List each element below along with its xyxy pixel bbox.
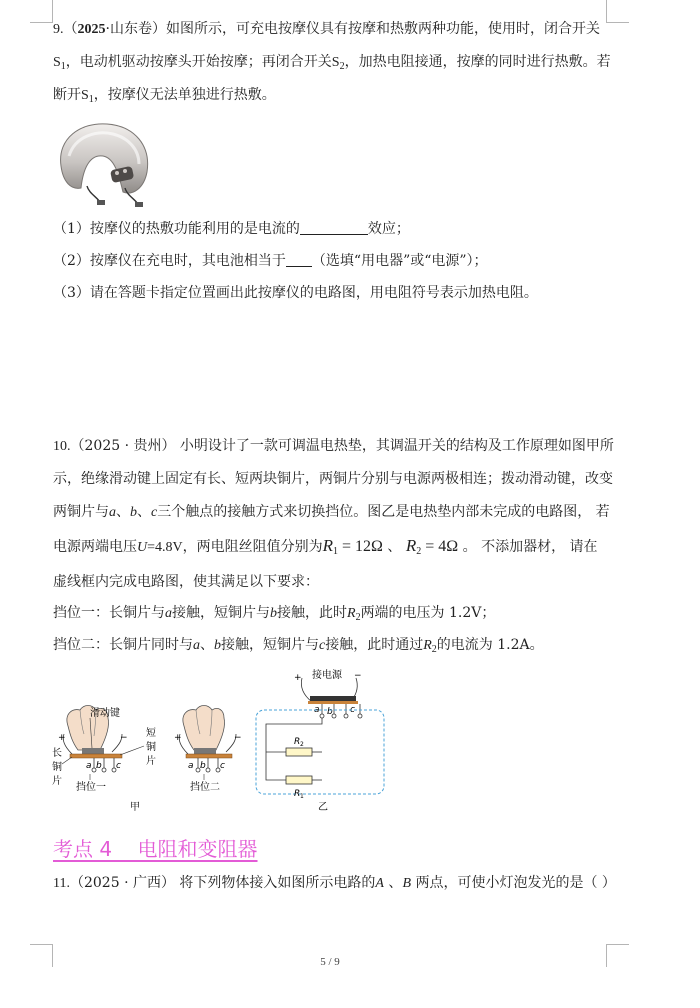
q10-line-5: 虚线框内完成电路图，使其满足以下要求： bbox=[53, 574, 319, 590]
svg-text:片: 片 bbox=[52, 776, 62, 787]
svg-text:+: + bbox=[294, 673, 302, 683]
svg-text:长: 长 bbox=[52, 748, 62, 759]
svg-text:a: a bbox=[86, 761, 92, 771]
q9-line-2: $S_1$，电动机驱动按摩头开始按摩；再闭合开关$S_2$，加热电阻接通，按摩的同时进行热敷。若 bbox=[53, 54, 611, 72]
svg-text:1: 1 bbox=[300, 793, 304, 800]
svg-text:−: − bbox=[354, 671, 362, 681]
gear1-minus-label: − bbox=[120, 733, 128, 743]
svg-text:R: R bbox=[294, 789, 301, 799]
svg-text:短: 短 bbox=[146, 728, 156, 739]
gear-1-diagram bbox=[52, 706, 156, 794]
figure-yi-label: 乙 bbox=[318, 802, 328, 813]
gear-2-diagram bbox=[174, 706, 242, 794]
q9-sub-3: （3）请在答题卡指定位置画出此按摩仪的电路图，用电阻符号表示加热电阻。 bbox=[53, 285, 538, 301]
svg-text:−: − bbox=[234, 733, 242, 743]
svg-text:b: b bbox=[96, 761, 102, 771]
figure-yi-circuit bbox=[256, 668, 384, 800]
q10-line-2: 示，绝缘滑动键上固定有长、短两块铜片，两铜片分别与电源两极相连；拨动滑动键，改变 bbox=[53, 471, 613, 487]
q11-line-1: 11.（2025 · 广西） 将下列物体接入如图所示电路的A 、B 两点，可使小灯泡发光的是（ ） bbox=[53, 875, 616, 891]
svg-text:c: c bbox=[350, 705, 355, 715]
svg-text:片: 片 bbox=[146, 756, 156, 767]
svg-text:2: 2 bbox=[300, 741, 304, 748]
q10-line-3: 两铜片与a、b、c三个触点的接触方式来切换挡位。图乙是电热垫内部未完成的电路图， 若 bbox=[53, 504, 610, 520]
q9-sub-2: （2）按摩仪在充电时，其电池相当于 （选填“用电器”或“电源”）； bbox=[53, 253, 488, 269]
q9-line-1: 9.（2025·山东卷）如图所示，可充电按摩仪具有按摩和热敷两种功能，使用时，闭合开关 bbox=[53, 21, 600, 37]
q10-gear-2: 挡位二：长铜片同时与a、b接触，短铜片与c接触，此时通过$R_2$的电流为 1.2A。 bbox=[53, 637, 544, 655]
svg-text:R: R bbox=[294, 737, 301, 747]
svg-text:a: a bbox=[314, 705, 320, 715]
neck-massager-image bbox=[53, 116, 153, 210]
svg-text:c: c bbox=[116, 761, 121, 771]
section-heading-4: 考点 4 电阻和变阻器 bbox=[53, 837, 258, 861]
q10-gear-1: 挡位一：长铜片与a接触，短铜片与b接触，此时$R_2$两端的电压为 1.2V； bbox=[53, 605, 496, 623]
svg-text:铜: 铜 bbox=[146, 742, 156, 753]
svg-text:c: c bbox=[220, 761, 225, 771]
q9-sub-1: （1）按摩仪的热敷功能利用的是电流的 效应； bbox=[53, 221, 410, 237]
svg-text:铜: 铜 bbox=[52, 762, 62, 773]
figure-jia-label: 甲 bbox=[130, 802, 140, 813]
crop-mark-top-left bbox=[30, 0, 53, 23]
q10-line-1: 10.（2025 · 贵州） 小明设计了一款可调温电热垫，其调温开关的结构及工作原理如图甲所 bbox=[53, 438, 614, 454]
svg-text:b: b bbox=[327, 707, 333, 717]
q10-figure bbox=[50, 664, 390, 816]
gear1-label: 挡位一 bbox=[76, 782, 106, 793]
slider-key-label: 滑动键 bbox=[90, 708, 120, 719]
svg-text:a: a bbox=[188, 761, 194, 771]
q9-line-3: 断开$S_1$，按摩仪无法单独进行热敷。 bbox=[53, 87, 276, 105]
gear2-label: 挡位二 bbox=[190, 782, 220, 793]
gear1-plus-label: + bbox=[58, 733, 66, 743]
answer-blank-2[interactable] bbox=[286, 252, 312, 267]
answer-blank-1[interactable] bbox=[300, 220, 368, 235]
svg-text:+: + bbox=[174, 733, 182, 743]
svg-text:b: b bbox=[200, 761, 206, 771]
q10-line-4: 电源两端电压U=4.8V，两电阻丝阻值分别为$R_1 = 12\Omega$ 、 $R_2 = 4\Omega$ 。 不添加器材， 请在 bbox=[53, 536, 598, 557]
page-number: 5 / 9 bbox=[320, 956, 340, 968]
power-label: 接电源 bbox=[312, 670, 342, 681]
